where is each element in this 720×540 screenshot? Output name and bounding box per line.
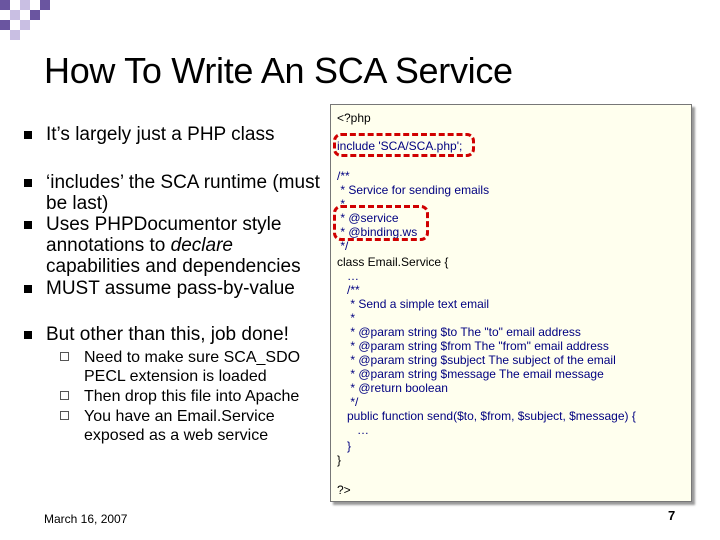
sub-bullet-text: Then drop this file into Apache [84,388,300,405]
bullet-text: MUST assume pass-by-value [46,278,295,299]
hollow-square-bullet-icon [60,411,69,420]
code-line: * [337,311,356,325]
bullet-text: But other than this, job done! [46,324,289,345]
square-bullet-icon [24,179,32,187]
slide-title: How To Write An SCA Service [44,50,513,91]
hollow-square-bullet-icon [60,391,69,400]
bullet-text: Uses PHPDocumentor style annotations to declare capabilities and dependencies [46,214,301,277]
code-line: include 'SCA/SCA.php'; [337,139,463,153]
code-line: */ [337,239,349,253]
annotation-highlight-box [333,205,429,241]
corner-decoration [0,0,60,50]
code-line: * [337,197,346,211]
code-line: * @return boolean [337,381,448,395]
bullet-text: It’s largely just a PHP class [46,124,275,145]
hollow-square-bullet-icon [60,352,69,361]
code-line: * @param string $subject The subject of the email [337,353,616,367]
code-listing [330,104,692,502]
code-line: * @param string $from The "from" email address [337,339,609,353]
square-bullet-icon [24,131,32,139]
code-line: … [337,423,370,437]
code-line: } [337,453,342,467]
code-line: public function send($to, $from, $subject, $message) { [337,409,636,423]
code-line: * Send a simple text email [337,297,490,311]
code-line: /** [337,169,350,183]
code-line: * Service for sending emails [337,183,490,197]
code-line: … [337,269,360,283]
code-line: * @param string $message The email message [337,367,604,381]
code-line: <?php [337,111,371,125]
code-line: * @service [337,211,399,225]
code-line: */ [337,395,359,409]
code-line: /** [337,283,360,297]
square-bullet-icon [24,285,32,293]
square-bullet-icon [24,331,32,339]
code-line: } [337,439,352,453]
code-line: ?> [337,483,351,497]
include-highlight-box [333,133,475,157]
code-line: class Email.Service { [337,255,449,269]
bullet-text: ‘includes’ the SCA runtime (must be last) [46,172,320,214]
code-line: * @binding.ws [337,225,418,239]
footer-date: March 16, 2007 [44,512,128,526]
emphasis-text: declare [170,235,233,256]
square-bullet-icon [24,221,32,229]
code-line: * @param string $to The "to" email address [337,325,581,339]
sub-bullet-text: Need to make sure SCA_SDO PECL extension is loaded [84,349,301,385]
sub-bullet-text: You have an Email.Service exposed as a web service [84,408,275,444]
page-number: 7 [668,508,676,523]
